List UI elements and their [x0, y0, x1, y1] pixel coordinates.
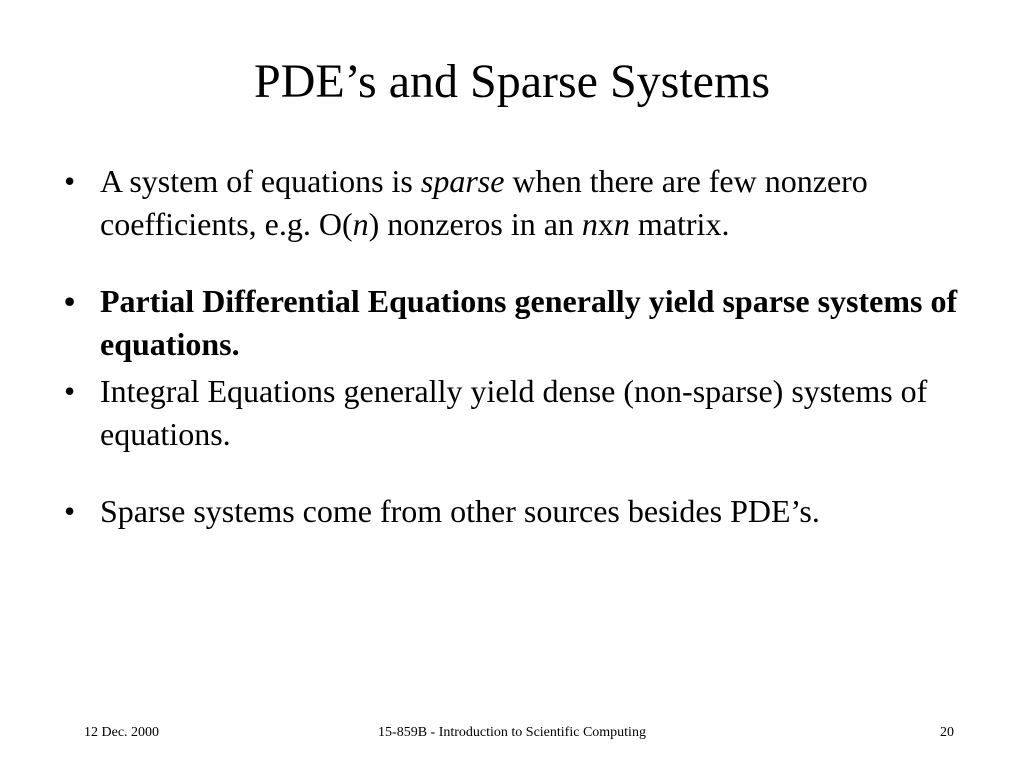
footer-course: 15-859B - Introduction to Scientific Computing: [378, 725, 646, 740]
bullet-list: [64, 160, 964, 533]
bullet-text: Sparse systems come from other sources besides PDE’s.: [100, 493, 820, 529]
bullet-mark: •: [64, 493, 76, 529]
bullet-mark: •: [64, 163, 76, 199]
bullet-text: A system of equations is sparse when there are few nonzero coefficients, e.g. O(n) nonzeros in an nxn matrix.: [100, 163, 868, 242]
bullet-text: Integral Equations generally yield dense (non-sparse) systems of equations.: [100, 373, 928, 452]
bullet-mark: •: [64, 373, 76, 409]
bullet-item-sparse-definition: [64, 160, 964, 246]
bullet-mark: •: [64, 283, 76, 319]
bullet-text: Partial Differential Equations generally yield sparse systems of equations.: [100, 283, 958, 362]
bullet-item-pde: [64, 280, 964, 366]
bullet-item-other-sources: [64, 490, 964, 533]
footer-page-number: 20: [940, 725, 954, 740]
footer-date: 12 Dec. 2000: [84, 725, 160, 740]
bullet-item-integral-equations: [64, 370, 964, 456]
slide-title: PDE’s and Sparse Systems: [254, 55, 770, 108]
